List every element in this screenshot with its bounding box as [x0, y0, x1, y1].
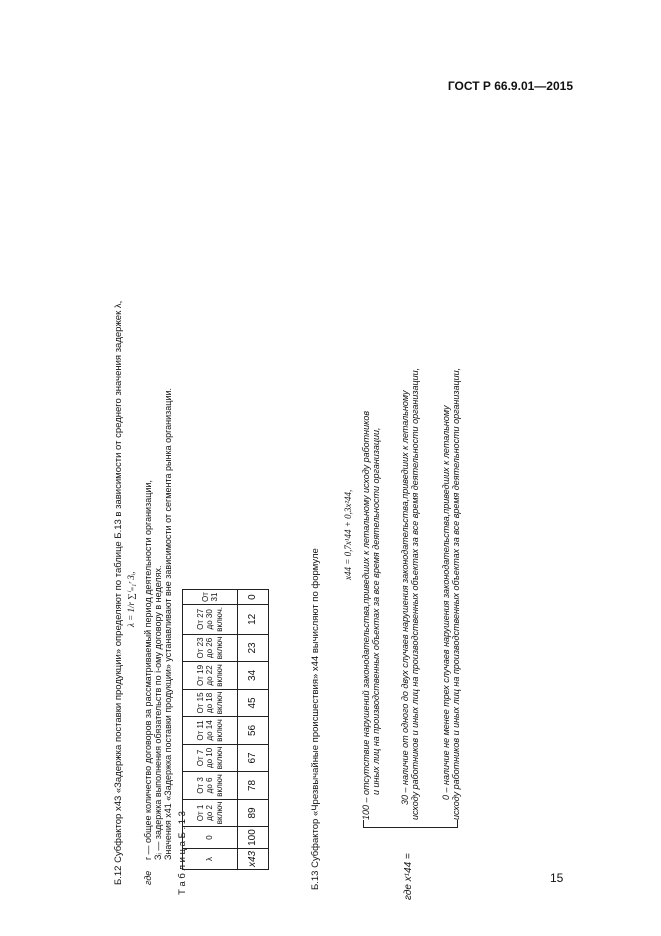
- row-header-lambda: λ: [183, 848, 238, 869]
- row-header-x43: x43: [238, 848, 269, 869]
- col-header-4: От 7 до 10 включ: [183, 744, 238, 772]
- case-2-line-b: исходу работников и иных лиц на производственных объектах за все время деятельности организации,: [410, 367, 420, 820]
- value-cell-4: 67: [238, 744, 269, 772]
- case-2-line-a: 30 – наличие от одного до двух случаев нарушения законодательства,приведших к летальному: [400, 390, 410, 805]
- value-cell-9: 12: [238, 604, 269, 634]
- definition-r: r — общее количество договоров за рассматриваемый период деятельности организации,: [143, 480, 153, 860]
- definition-z: Зᵢ — задержка выполнения обязательств по i-ому договору в неделях.: [153, 565, 163, 860]
- col-header-8: От 23 до 26 включ: [183, 634, 238, 662]
- x44-where-label: где x¹44 =: [403, 853, 414, 900]
- case-1-line-a: 100 – отсутствие нарушений законодательства,приведших к летальному исходу работников: [361, 410, 371, 820]
- page-number: 15: [550, 871, 564, 885]
- case-3-line-b: исходу работников и иных лиц на производственных объектах за все время деятельности организации,: [451, 367, 461, 820]
- table-caption: Т а б л и ц а Б . 1 3: [177, 811, 188, 895]
- value-cell-10: 0: [238, 590, 269, 605]
- value-cell-5: 56: [238, 717, 269, 745]
- col-header-1: 0: [183, 827, 238, 849]
- value-cell-7: 34: [238, 662, 269, 690]
- value-cell-1: 100: [238, 827, 269, 849]
- table-row-x43: [238, 590, 269, 870]
- value-cell-6: 45: [238, 689, 269, 717]
- col-header-9: От 27 до 30 включ.: [183, 604, 238, 634]
- note-x41: Значения x41 «Задержка поставки продукции» устанавливают вне зависимости от сегмента рынка организации.: [163, 387, 173, 860]
- case-1-line-b: и иных лиц на производственных объектах за все время деятельности организации,: [371, 427, 381, 795]
- lambda-formula: λ = 1/r ∑ⁱ₌₁ʳ Зᵢ,: [126, 571, 136, 627]
- table-row-lambda: [183, 590, 238, 870]
- case-3-line-a: 0 – наличие не менее трех случаев нарушения законодательства,приведших к летальному: [441, 405, 451, 800]
- value-cell-3: 78: [238, 772, 269, 800]
- col-header-6: От 15 до 18 включ: [183, 689, 238, 717]
- document-code: ГОСТ Р 66.9.01—2015: [447, 79, 573, 93]
- col-header-10: От 31: [183, 590, 238, 605]
- b12-intro: Б.12 Субфактор x43 «Задержка поставки продукции» определяют по таблице Б.13 в зависимости от среднего значения задержек λ,: [113, 300, 124, 885]
- where-label: где: [143, 870, 153, 885]
- rotated-page-content: [110, 95, 610, 900]
- col-header-7: От 19 до 22 включ: [183, 662, 238, 690]
- value-cell-8: 23: [238, 634, 269, 662]
- col-header-2: От 1 до 2 включ: [183, 799, 238, 827]
- b13-intro: Б.13 Субфактор «Чрезвычайные происшествия» x44 вычисляют по формуле: [310, 548, 321, 890]
- col-header-3: От 3 до 6 включ: [183, 772, 238, 800]
- col-header-5: От 11 до 14 включ: [183, 717, 238, 745]
- table-b13: [182, 589, 269, 870]
- x44-formula: x44 = 0,7x¹44 + 0,3x²44,: [343, 489, 353, 580]
- value-cell-2: 89: [238, 799, 269, 827]
